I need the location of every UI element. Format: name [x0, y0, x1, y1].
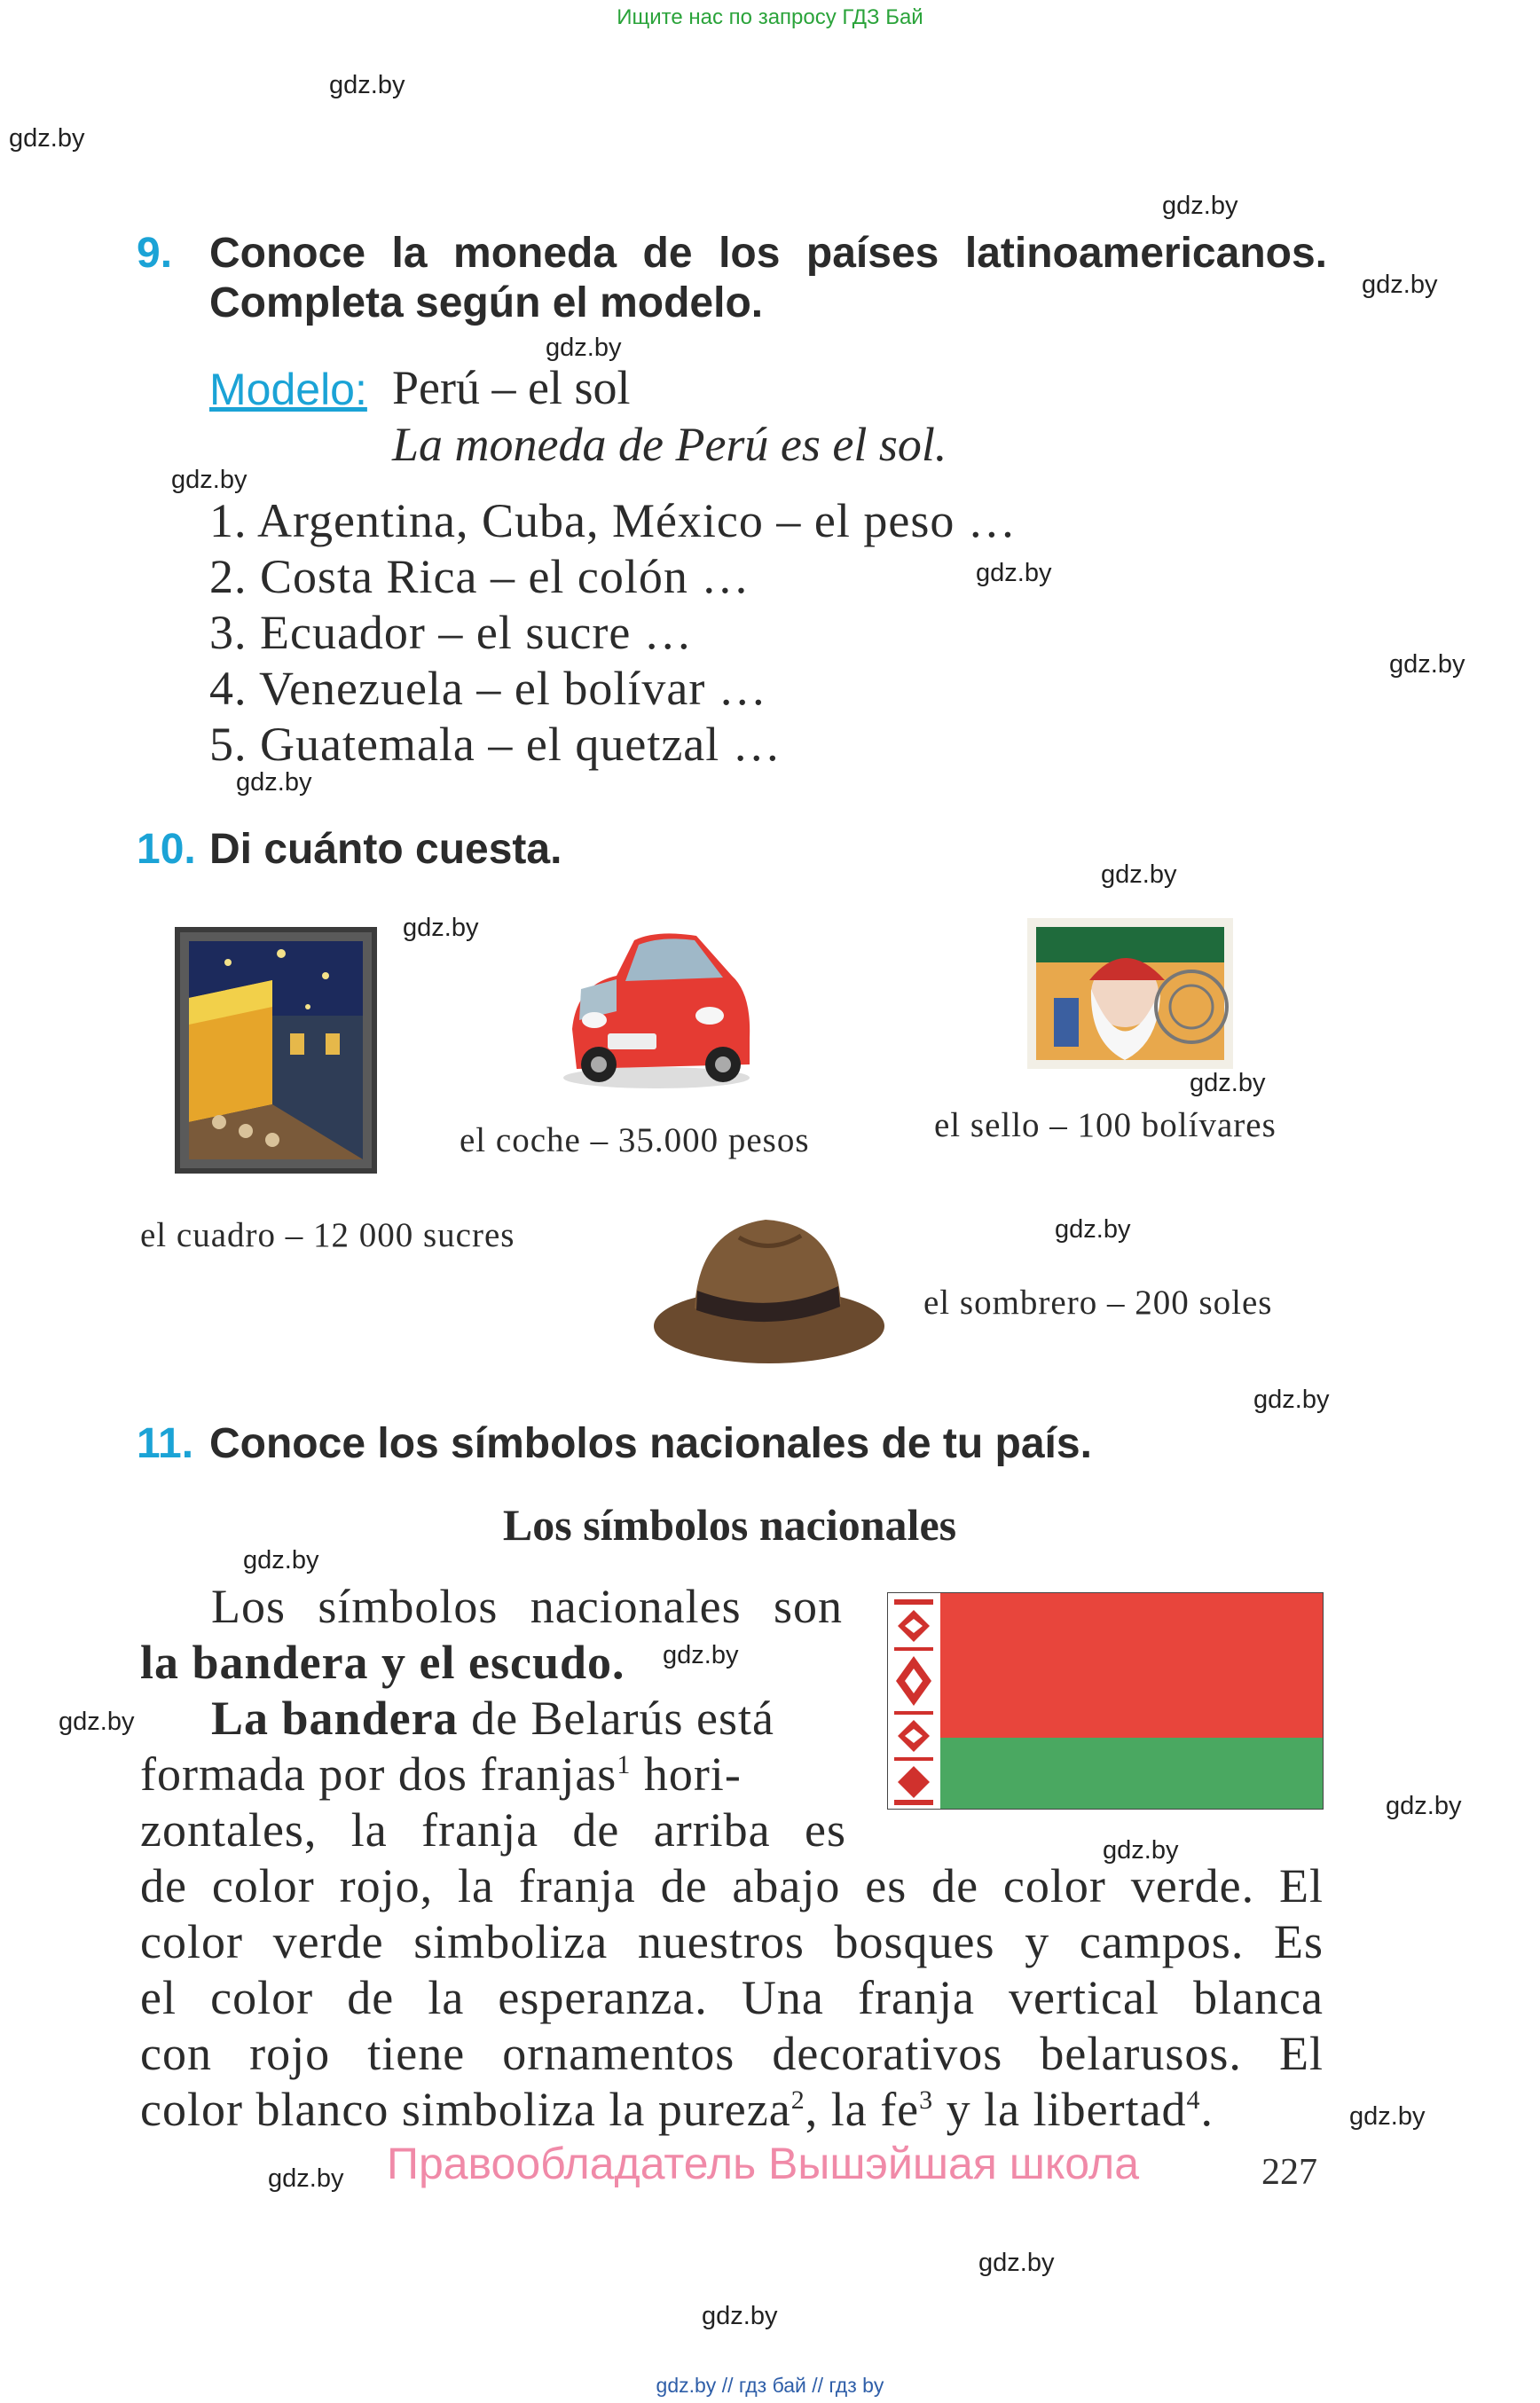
paragraph-text: color blanco simboliza la pureza	[140, 2083, 791, 2136]
watermark: gdz.by	[1253, 1386, 1330, 1414]
paragraph-text: Los símbolos nacionales son	[211, 1580, 843, 1633]
footnote-mark: 4	[1186, 2085, 1201, 2115]
watermark: gdz.by	[1386, 1792, 1462, 1820]
painting-caption: el cuadro – 12 000 sucres	[140, 1216, 515, 1254]
stamp-caption: el sello – 100 bolívares	[934, 1106, 1277, 1144]
watermark: gdz.by	[1055, 1215, 1131, 1244]
footnote-mark: 1	[617, 1750, 632, 1779]
painting-image	[175, 927, 377, 1174]
watermark: gdz.by	[1362, 271, 1438, 299]
exercise-11-number: 11.	[137, 1420, 194, 1467]
section-heading: Los símbolos nacionales	[502, 1500, 957, 1550]
exercise-9-item: 5. Guatemala – el quetzal …	[209, 718, 782, 771]
paragraph-line: la bandera y el escudo.	[140, 1636, 625, 1689]
paragraph-line: color verde simboliza nuestros bosques y campos. Es	[140, 1915, 1324, 1968]
hat-caption: el sombrero – 200 soles	[923, 1284, 1273, 1322]
exercise-9-title-line1: Conoce la moneda de los países latinoamericanos.	[209, 230, 1327, 277]
exercise-9-item: 3. Ecuador – el sucre …	[209, 606, 693, 659]
belarus-flag	[887, 1592, 1324, 1810]
paragraph-text: de Belarús está	[458, 1692, 774, 1745]
paragraph-line: el color de la esperanza. Una franja vertical blanca	[140, 1971, 1324, 2024]
car-image	[554, 923, 758, 1091]
watermark: gdz.by	[59, 1708, 135, 1736]
exercise-10-title: Di cuánto cuesta.	[209, 826, 562, 873]
bold-term: La bandera	[211, 1692, 459, 1745]
paragraph-text: formada por dos franjas	[140, 1747, 617, 1801]
watermark: gdz.by	[1162, 192, 1238, 220]
copyright-notice: Правообладатель Вышэйшая школа	[387, 2139, 1139, 2188]
paragraph-text: , la fe	[805, 2083, 920, 2136]
modelo-label: Modelo:	[209, 365, 367, 414]
stamp-image	[1027, 918, 1233, 1069]
watermark: gdz.by	[663, 1641, 739, 1669]
exercise-9-item: 2. Costa Rica – el colón …	[209, 550, 750, 603]
modelo-example: Perú – el sol	[392, 361, 631, 414]
paragraph-line: zontales, la franja de arriba es	[140, 1803, 846, 1857]
watermark: gdz.by	[329, 71, 405, 99]
watermark: gdz.by	[268, 2164, 344, 2193]
car-caption: el coche – 35.000 pesos	[460, 1121, 810, 1159]
watermark: gdz.by	[546, 334, 622, 362]
footnote-mark: 3	[919, 2085, 934, 2115]
top-note: Ищите нас по запросу ГДЗ Бай	[617, 5, 923, 29]
paragraph-line: con rojo tiene ornamentos decorativos belarusos. El	[140, 2027, 1324, 2080]
watermark: gdz.by	[1349, 2102, 1426, 2131]
exercise-9-number: 9.	[137, 230, 173, 277]
exercise-9-item: 4. Venezuela – el bolívar …	[209, 662, 767, 715]
watermark: gdz.by	[978, 2249, 1055, 2277]
paragraph-text: y la libertad	[933, 2083, 1187, 2136]
hat-image	[650, 1202, 888, 1370]
watermark: gdz.by	[171, 466, 248, 494]
paragraph-line	[140, 2082, 1214, 2137]
modelo-answer: La moneda de Perú es el sol.	[392, 418, 947, 471]
watermark: gdz.by	[236, 768, 312, 797]
paragraph-line	[140, 1579, 843, 1634]
watermark: gdz.by	[1103, 1836, 1179, 1865]
exercise-9-item: 1. Argentina, Cuba, México – el peso …	[209, 494, 1017, 547]
watermark: gdz.by	[702, 2302, 778, 2330]
watermark: gdz.by	[403, 914, 479, 942]
paragraph-text: .	[1200, 2083, 1214, 2136]
watermark: gdz.by	[1190, 1069, 1266, 1097]
footnote-mark: 2	[790, 2085, 805, 2115]
watermark: gdz.by	[1389, 650, 1465, 679]
exercise-9-title-line2: Completa según el modelo.	[209, 279, 764, 326]
paragraph-text: hori-	[631, 1747, 742, 1801]
paragraph-line: de color rojo, la franja de abajo es de color verde. El	[140, 1859, 1324, 1912]
watermark: gdz.by	[1101, 860, 1177, 889]
watermark: gdz.by	[243, 1546, 319, 1575]
bottom-links[interactable]: gdz.by // гдз бай // гдз by	[656, 2374, 884, 2397]
paragraph-line	[140, 1747, 742, 1802]
watermark: gdz.by	[976, 559, 1052, 587]
watermark: gdz.by	[9, 124, 85, 153]
exercise-10-number: 10.	[137, 826, 196, 873]
exercise-11-title: Conoce los símbolos nacionales de tu país.	[209, 1420, 1092, 1467]
page-number: 227	[1261, 2152, 1317, 2193]
paragraph-line	[140, 1691, 774, 1746]
